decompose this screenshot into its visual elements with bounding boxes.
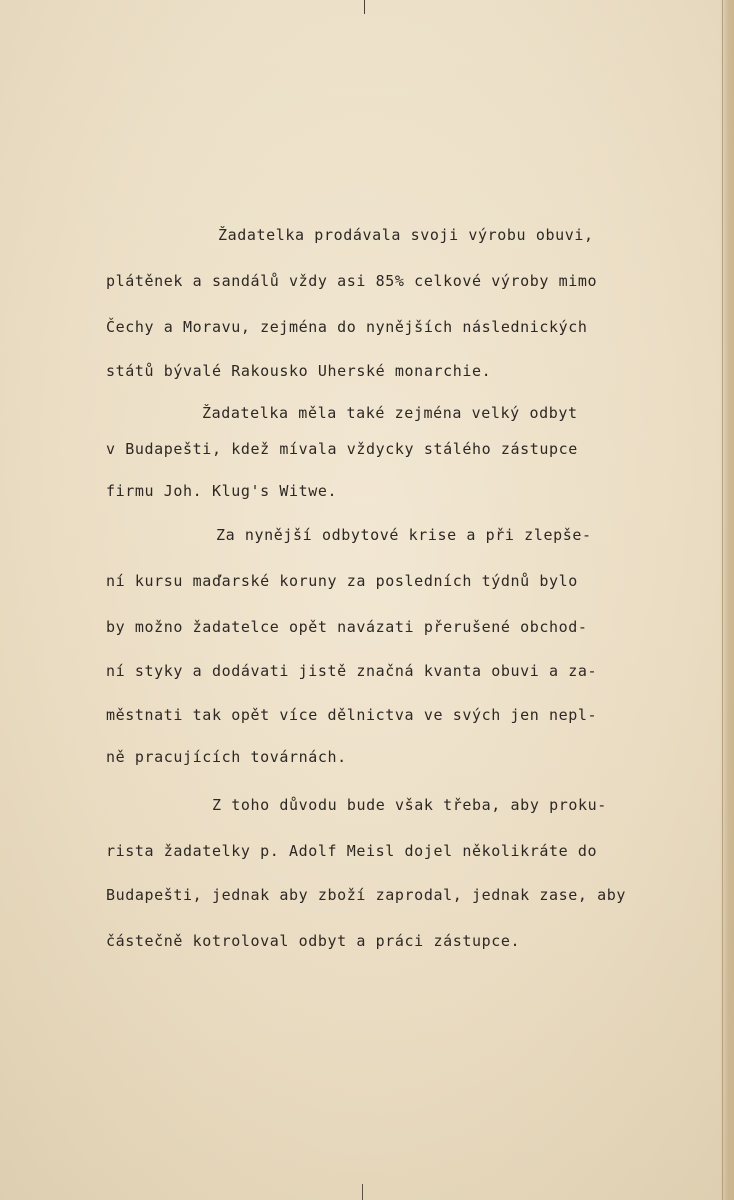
- top-fold-mark: [364, 0, 365, 14]
- text-line: ně pracujících továrnách.: [106, 748, 347, 766]
- text-line: Z toho důvodu bude však třeba, aby proku-: [212, 796, 607, 814]
- text-line: států bývalé Rakousko Uherské monarchie.: [106, 362, 492, 380]
- text-line: ní kursu maďarské koruny za posledních týdnů bylo: [106, 572, 578, 590]
- text-line: firmu Joh. Klug's Witwe.: [106, 482, 338, 500]
- text-line: částečně kotroloval odbyt a práci zástupce.: [106, 932, 521, 950]
- text-line: Čechy a Moravu, zejména do nynějších následnických: [106, 318, 588, 336]
- text-line: Za nynější odbytové krise a při zlepše-: [216, 526, 592, 544]
- text-line: plátěnek a sandálů vždy asi 85% celkové výroby mimo: [106, 272, 598, 290]
- paper-fold-line: [722, 0, 723, 1200]
- text-line: by možno žadatelce opět navázati přerušené obchod-: [106, 618, 588, 636]
- text-line: Žadatelka měla také zejména velký odbyt: [202, 404, 578, 422]
- text-line: rista žadatelky p. Adolf Meisl dojel několikráte do: [106, 842, 598, 860]
- bottom-fold-mark: [362, 1184, 363, 1200]
- text-line: v Budapešti, kdež mívala vždycky stálého zástupce: [106, 440, 578, 458]
- text-line: Budapešti, jednak aby zboží zaprodal, jednak zase, aby: [106, 886, 627, 904]
- text-line: ní styky a dodávati jistě značná kvanta obuvi a za-: [106, 662, 598, 680]
- text-line: Žadatelka prodávala svoji výrobu obuvi,: [218, 226, 594, 244]
- text-line: městnati tak opět více dělnictva ve svých jen nepl-: [106, 706, 598, 724]
